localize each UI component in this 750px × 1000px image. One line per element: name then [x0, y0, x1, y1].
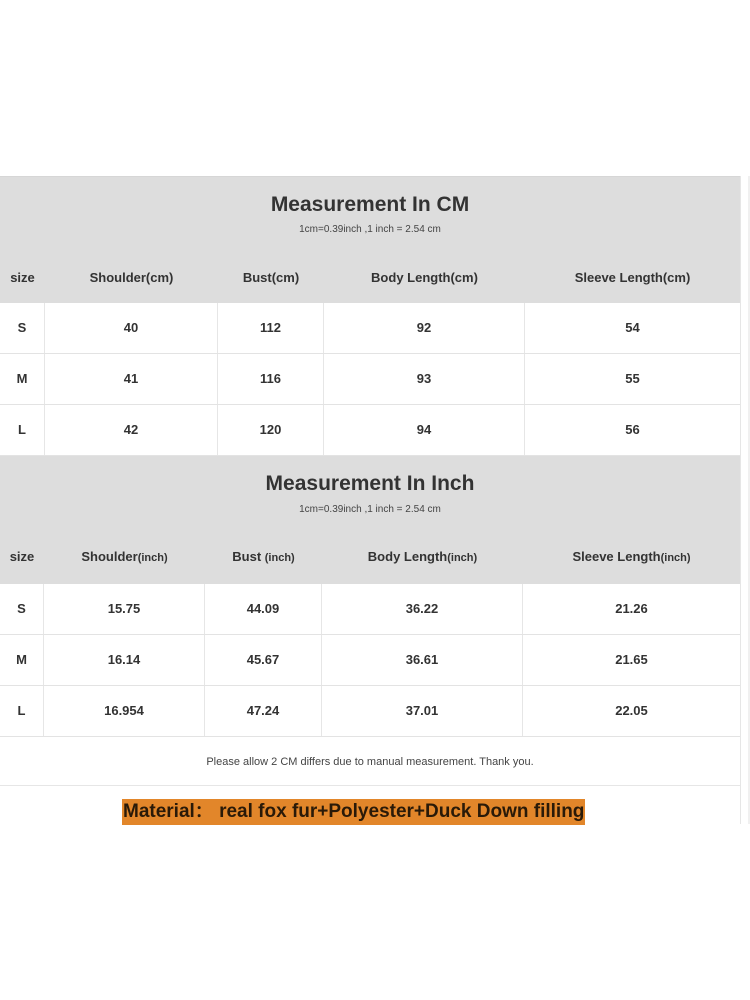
- cm-col-bust: Bust(cm): [242, 270, 300, 285]
- sleeve-length-cell: 21.65: [615, 652, 648, 667]
- body-length-cell: 93: [324, 354, 525, 404]
- cm-col-body-length: Body Length(cm): [371, 270, 478, 285]
- bust-cell: 112: [218, 303, 324, 353]
- shoulder-cell: 16.954: [44, 686, 205, 736]
- sleeve-length-cell: 22.05: [615, 703, 648, 718]
- body-length-cell: 36.22: [322, 584, 523, 634]
- inch-col-body-length: Body Length(inch): [367, 549, 478, 564]
- cm-table-conversion-note: 1cm=0.39inch ,1 inch = 2.54 cm: [299, 224, 441, 235]
- inch-table-header: [0, 456, 740, 584]
- inch-table-title: Measurement In Inch: [265, 472, 475, 495]
- table-row: [0, 303, 740, 354]
- table-row: [0, 686, 740, 737]
- inch-column-headers: [0, 542, 740, 572]
- size-cell: S: [0, 303, 45, 353]
- size-cell: S: [0, 584, 44, 634]
- inch-col-size: size: [9, 549, 35, 564]
- shoulder-cell: 42: [45, 405, 218, 455]
- size-chart: [0, 176, 740, 840]
- material-label: Material： real fox fur+Polyester+Duck Down filling: [122, 799, 585, 825]
- body-length-cell: 92: [324, 303, 525, 353]
- table-row: [0, 354, 740, 405]
- shoulder-cell: 16.14: [44, 635, 205, 685]
- shoulder-cell: 40: [45, 303, 218, 353]
- cm-table-header: [0, 177, 740, 303]
- body-length-cell: 36.61: [322, 635, 523, 685]
- inch-table-conversion-note: 1cm=0.39inch ,1 inch = 2.54 cm: [299, 504, 441, 515]
- table-row: [0, 635, 740, 686]
- cm-col-size: size: [10, 270, 35, 285]
- sleeve-length-cell: 56: [625, 422, 640, 437]
- bust-cell: 44.09: [205, 584, 322, 634]
- body-length-cell: 94: [324, 405, 525, 455]
- bust-cell: 120: [218, 405, 324, 455]
- table-right-border: [740, 176, 741, 824]
- cm-table-title: Measurement In CM: [270, 193, 470, 216]
- table-row: [0, 405, 740, 456]
- table-row: [0, 584, 740, 635]
- size-cell: L: [0, 405, 45, 455]
- shoulder-cell: 41: [45, 354, 218, 404]
- sleeve-length-cell: 54: [625, 320, 640, 335]
- body-length-cell: 37.01: [322, 686, 523, 736]
- inch-col-sleeve-length: Sleeve Length(inch): [572, 549, 691, 564]
- shoulder-cell: 15.75: [44, 584, 205, 634]
- material-section: [0, 786, 740, 840]
- cm-col-sleeve-length: Sleeve Length(cm): [574, 270, 691, 285]
- size-cell: M: [0, 635, 44, 685]
- cm-column-headers: [0, 263, 740, 293]
- inch-col-bust: Bust (inch): [232, 549, 295, 564]
- measurement-disclaimer: Please allow 2 CM differs due to manual measurement. Thank you.: [0, 737, 740, 786]
- sleeve-length-cell: 21.26: [615, 601, 648, 616]
- cm-col-shoulder: Shoulder(cm): [89, 270, 174, 285]
- bust-cell: 116: [218, 354, 324, 404]
- size-cell: M: [0, 354, 45, 404]
- bust-cell: 47.24: [205, 686, 322, 736]
- bust-cell: 45.67: [205, 635, 322, 685]
- inch-col-shoulder: Shoulder(inch): [81, 549, 168, 564]
- size-cell: L: [0, 686, 44, 736]
- sleeve-length-cell: 55: [625, 371, 640, 386]
